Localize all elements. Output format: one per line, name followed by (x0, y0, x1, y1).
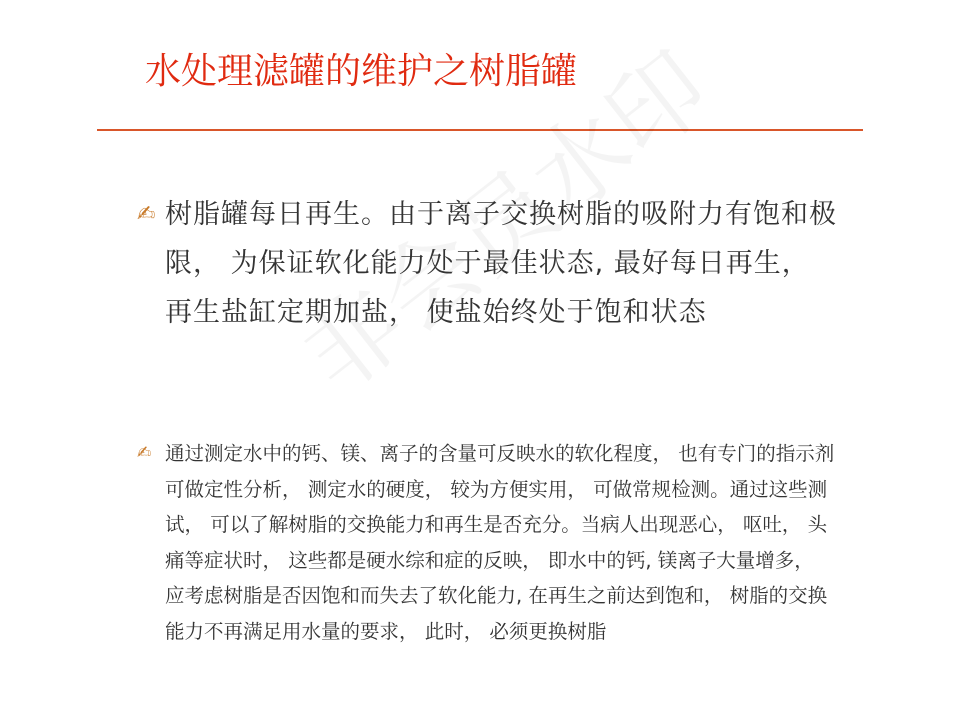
bullet-text-1: 树脂罐每日再生。由于离子交换树脂的吸附力有饱和极限， 为保证软化能力处于最佳状态, 最好每日再生， 再生盐缸定期加盐， 使盐始终处于饱和状态 (165, 199, 837, 328)
bullet-item-2 (137, 436, 837, 649)
bullet-text-2: 通过测定水中的钙、镁、离子的含量可反映水的软化程度， 也有专门的指示剂可做定性分析， 测定水的硬度， 较为方便实用， 可做常规检测。通过这些测试， 可以了解树脂的交换能力和再生是否充分。当病人出现恶心， 呕吐， 头痛等症状时， 这些都是硬水综和症的反映， 即水中的钙, 镁离子大量增多， 应考虑树脂是否因饱和而失去了软化能力, 在再生之前达到饱和， 树脂的交换能力不再满足用水量的要求， 此时， 必须更换树脂 (165, 442, 835, 643)
writing-hand-icon: ✍ (137, 202, 157, 227)
bullet-item-1 (137, 190, 840, 337)
title-divider (97, 129, 863, 131)
writing-hand-icon: ✍ (137, 443, 152, 463)
slide-title: 水处理滤罐的维护之树脂罐 (145, 51, 578, 92)
